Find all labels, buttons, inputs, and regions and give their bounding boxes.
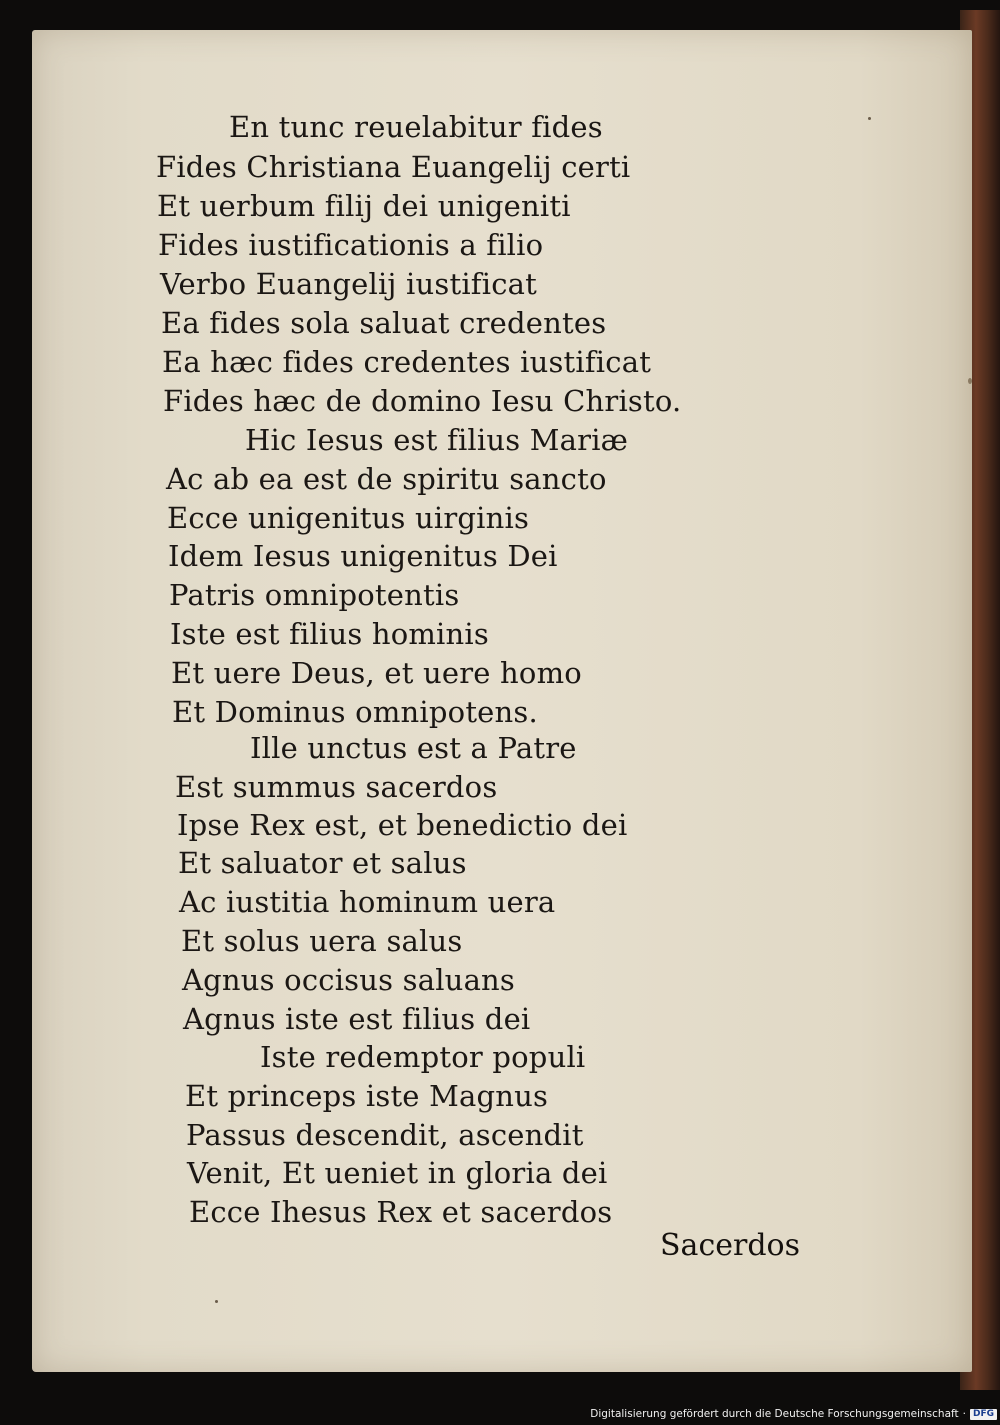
separator: · <box>962 1408 966 1420</box>
verse-line: Venit, Et ueniet in gloria dei <box>187 1156 608 1190</box>
verse-line: Ecce Ihesus Rex et sacerdos <box>189 1195 613 1229</box>
verse-line: Fides Christiana Euangelij certi <box>156 150 631 184</box>
verse-line: Iste redemptor populi <box>260 1040 586 1074</box>
verse-line: Fides hæc de domino Iesu Christo. <box>163 384 682 418</box>
verse-line: Idem Iesus unigenitus Dei <box>168 539 558 573</box>
verse-line: Et solus uera salus <box>181 924 463 958</box>
verse-line: Hic Iesus est filius Mariæ <box>245 423 629 457</box>
verse-line: Iste est filius hominis <box>170 617 489 651</box>
verse-line: Est summus sacerdos <box>175 770 498 804</box>
dfg-logo: DFG <box>970 1409 997 1420</box>
verse-line: Verbo Euangelij iustificat <box>160 267 538 301</box>
verse-line: Agnus occisus saluans <box>182 963 516 997</box>
verse-line: Ecce unigenitus uirginis <box>167 501 530 535</box>
attribution-text: Digitalisierung gefördert durch die Deutsche Forschungsgemeinschaft <box>590 1408 959 1420</box>
verse-line: Fides iustificationis a filio <box>158 228 544 262</box>
verse-line: En tunc reuelabitur fides <box>229 110 603 144</box>
verse-line: Ac iustitia hominum uera <box>179 885 556 919</box>
verse-line: Ille unctus est a Patre <box>250 731 577 765</box>
verse-line: Passus descendit, ascendit <box>186 1118 584 1152</box>
verse-line: Et princeps iste Magnus <box>185 1079 549 1113</box>
verse-line: Ac ab ea est de spiritu sancto <box>166 462 607 496</box>
verse-line: Et uerbum filij dei unigeniti <box>157 189 571 223</box>
verse-line: Patris omnipotentis <box>169 578 460 612</box>
verse-line: Ea fides sola saluat credentes <box>161 306 607 340</box>
verse-line: Et saluator et salus <box>178 846 467 880</box>
digitization-footer <box>590 1405 997 1423</box>
verse-line: Et uere Deus, et uere homo <box>171 656 582 690</box>
verse-line: Ea hæc fides credentes iustificat <box>162 345 652 379</box>
verse-line: Et Dominus omnipotens. <box>172 695 538 729</box>
catchword: Sacerdos <box>660 1228 800 1263</box>
verse-line: Ipse Rex est, et benedictio dei <box>177 808 628 842</box>
verse-line: Agnus iste est filius dei <box>183 1002 531 1036</box>
